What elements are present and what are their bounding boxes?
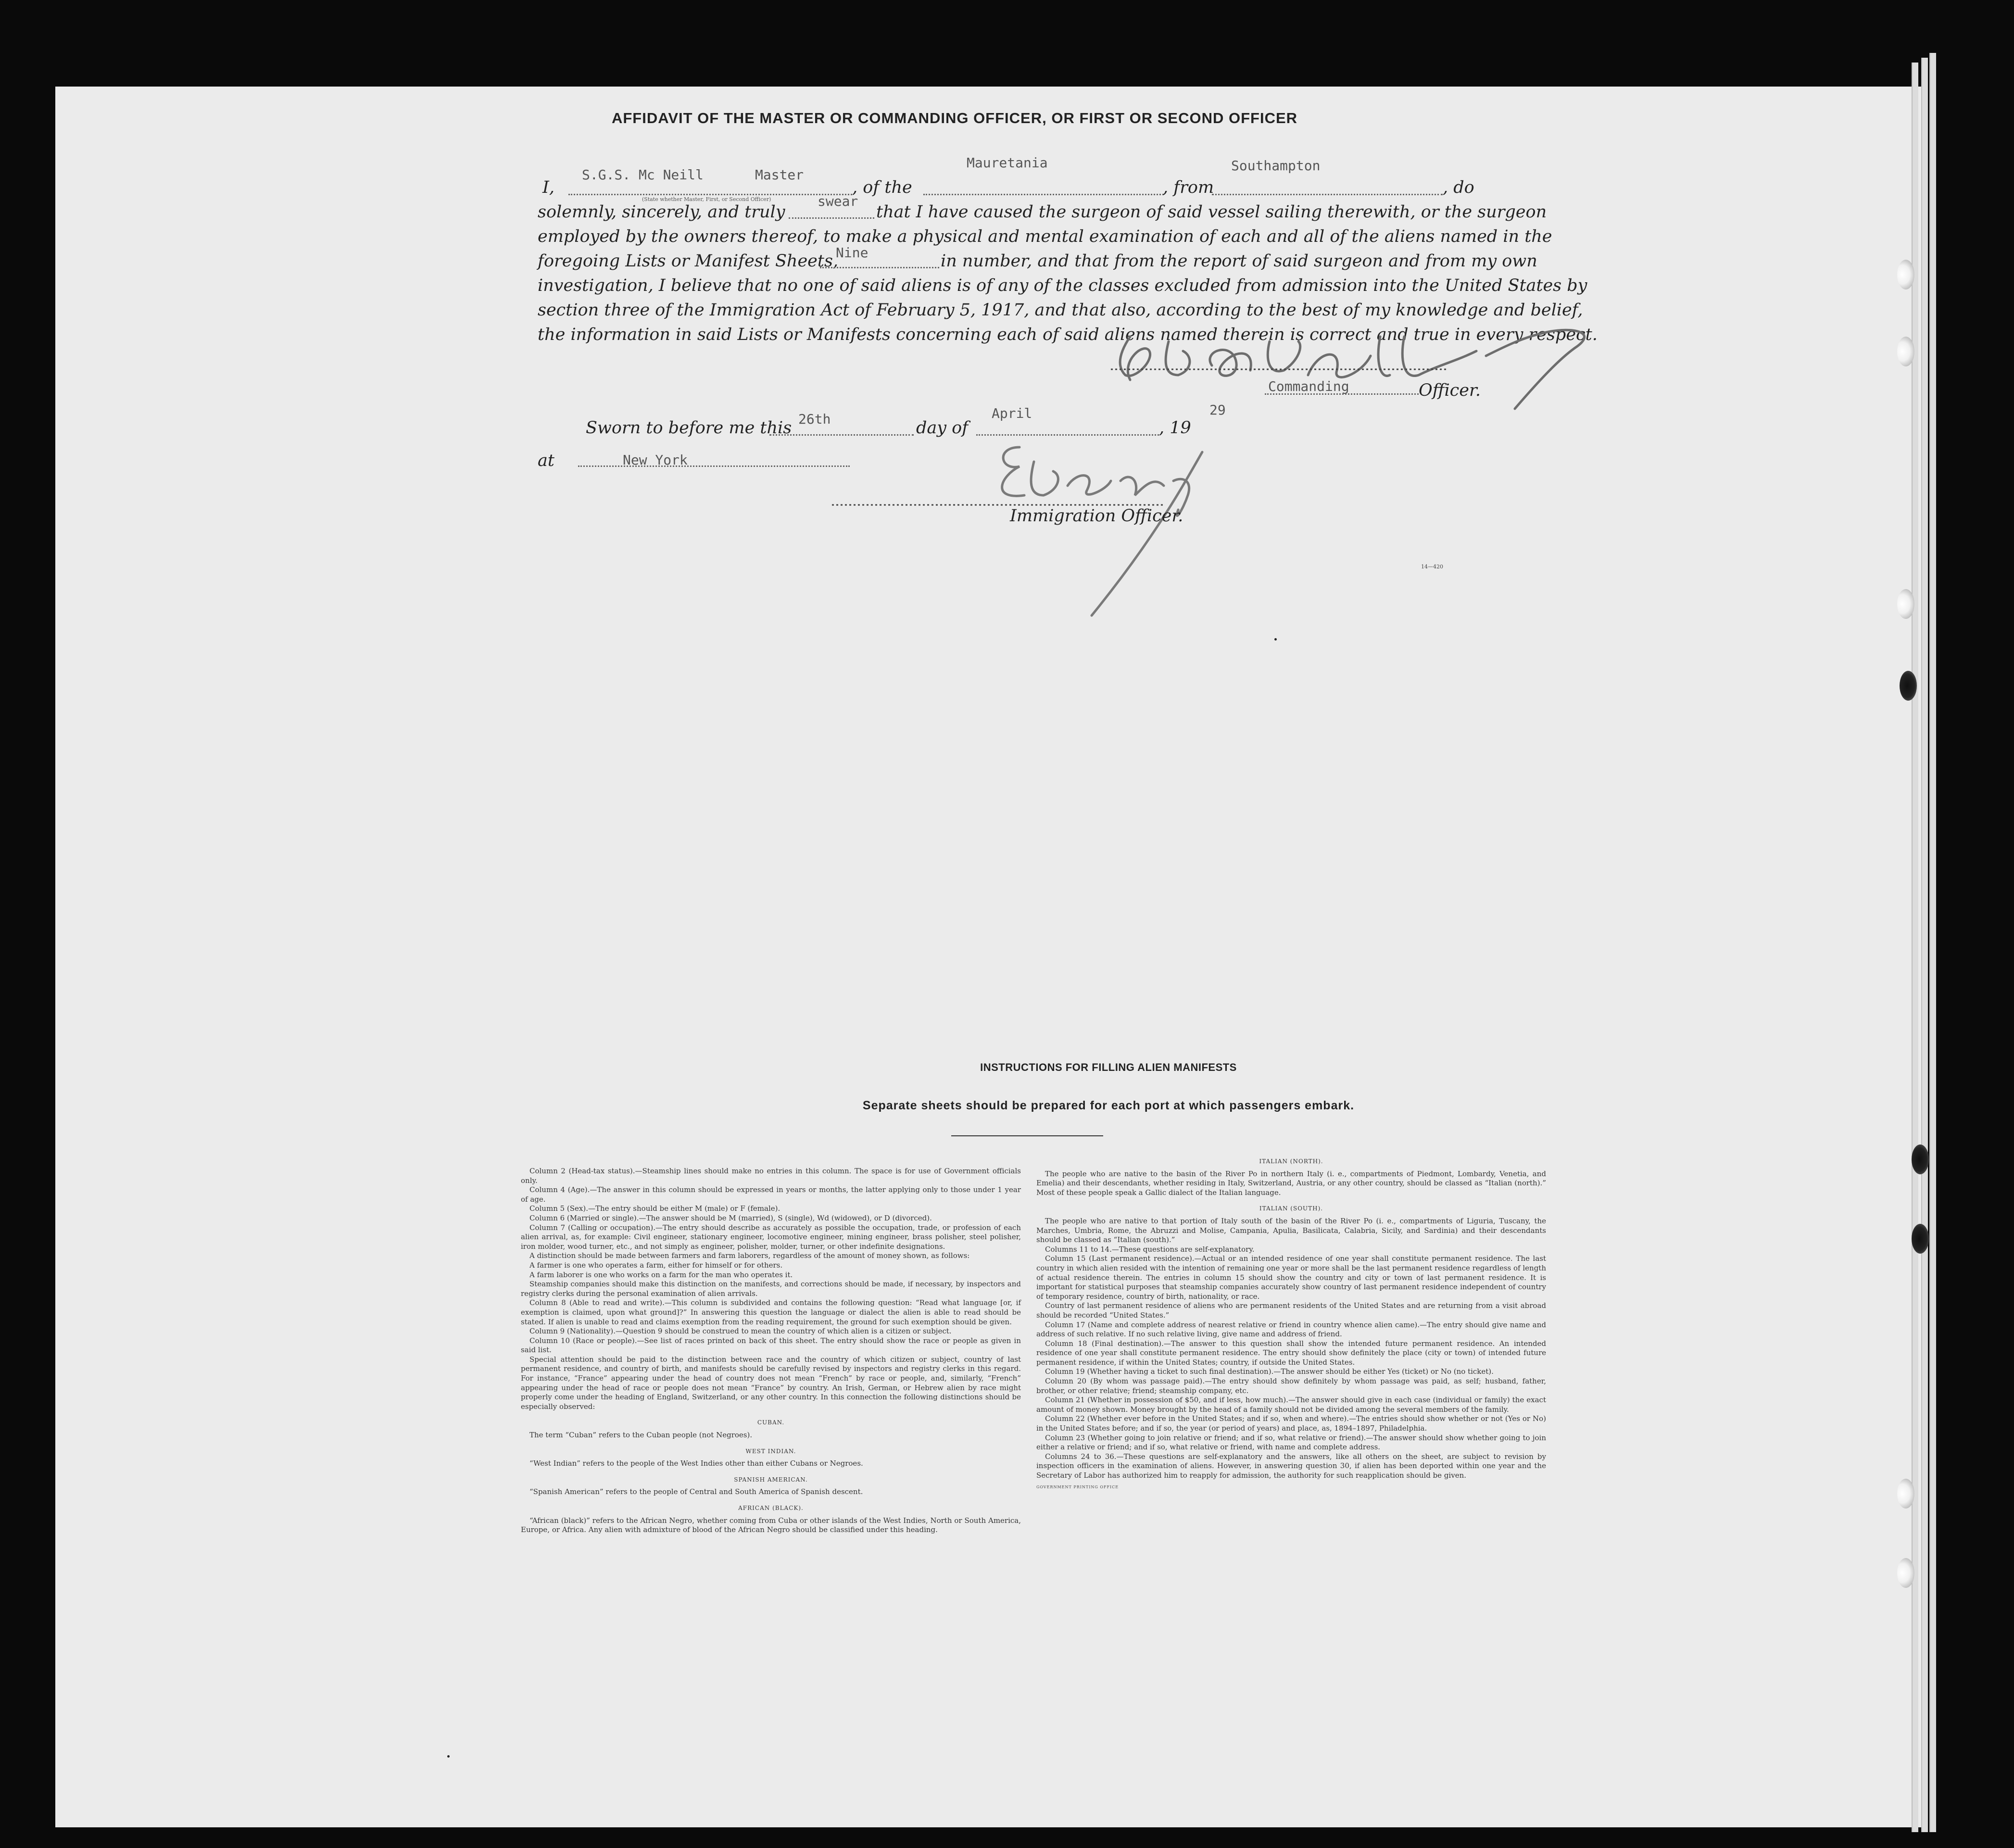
instruction-paragraph: “African (black)” refers to the African Negro, whether coming from Cuba or other islands of the West Indies, North or South America, Europe, or Africa. Any alien with admixture of blood of the African Negro should be classified under this heading. — [521, 1516, 1021, 1534]
race-heading: CUBAN. — [757, 1419, 785, 1426]
form-number: 14—420 — [1421, 564, 1443, 570]
binder-hole — [1897, 337, 1914, 366]
instruction-paragraph: Column 5 (Sex).—The entry should be either M (male) or F (female). — [529, 1204, 780, 1213]
binder-hole — [1900, 671, 1917, 701]
instruction-paragraph: Steamship companies should make this distinction on the manifests, and corrections should be made, if necessary, by inspectors and registry clerks during the personal examination of alien arrivals. — [521, 1280, 1021, 1298]
instruction-paragraph: Country of last permanent residence of aliens who are permanent residents of the United States and are returning from a visit abroad should be recorded “United States.” — [1036, 1301, 1546, 1320]
binder-hole — [1897, 1558, 1914, 1588]
instruction-paragraph: Column 20 (By whom was passage paid).—The entry should show definitely by whom passage was paid, as self; husband, father, brother, or other relative; friend; steamship company, etc. — [1036, 1377, 1546, 1395]
instruction-paragraph: A farmer is one who operates a farm, either for himself or for others. — [529, 1260, 783, 1270]
sheet-count: Nine — [836, 245, 869, 261]
instruction-paragraph: The people who are native to the basin of the River Po in northern Italy (i. e., compartments of Piedmont, Lombardy, Venetia, and Emelia) and their descendants, whether residing in Italy, Switzerland, Austria, or any other country, should be classed as “Italian (north).” Most of these people speak a Gallic dialect of the Italian language. — [1036, 1169, 1546, 1197]
divider-rule — [951, 1135, 1103, 1136]
race-heading: WEST INDIAN. — [745, 1447, 796, 1455]
speck — [1274, 638, 1277, 641]
instruction-paragraph: “West Indian” refers to the people of the West Indies other than either Cubans or Negroes. — [529, 1459, 863, 1468]
affidavit-text: section three of the Immigration Act of February 5, 1917, and that also, according to the best of my knowledge and belief, — [538, 301, 1583, 320]
instructions-left-column — [521, 1167, 1021, 1535]
departure-port: Southampton — [1231, 158, 1321, 174]
sworn-text: day of — [916, 418, 969, 438]
affidavit-text: the information in said Lists or Manifests concerning each of said aliens named therein is correct and true in every respect. — [538, 325, 1598, 344]
binder-hole — [1912, 1144, 1929, 1174]
printer-imprint: GOVERNMENT PRINTING OFFICE — [1036, 1484, 1119, 1489]
instructions-right-column — [1036, 1157, 1546, 1492]
instruction-paragraph: The term “Cuban” refers to the Cuban people (not Negroes). — [529, 1431, 753, 1440]
affidavit-title: AFFIDAVIT OF THE MASTER OR COMMANDING OFFICER, OR FIRST OR SECOND OFFICER — [611, 110, 1298, 126]
affidavit-text: that I have caused the surgeon of said vessel sailing therewith, or the surgeon — [876, 202, 1547, 222]
fill-rule — [1265, 393, 1419, 395]
race-heading: AFRICAN (BLACK). — [738, 1505, 804, 1511]
affidavit-text: , from — [1163, 178, 1214, 197]
fill-rule — [923, 194, 1164, 195]
instruction-paragraph: Column 8 (Able to read and write).—This column is subdivided and contains the following question: “Read what language [or, if exemption is claimed, upon what ground]?” In answering this question the language or dialect the alien is able to read should be stated. If alien is unable to read and claims exemption from the reading requirement, the ground for such exemption should be given. — [521, 1298, 1021, 1326]
affidavit-text: , do — [1443, 178, 1474, 197]
sworn-place: New York — [623, 452, 688, 468]
sworn-month: April — [992, 405, 1032, 421]
fill-rule — [578, 465, 850, 467]
immigration-officer-label: Immigration Officer. — [1010, 506, 1183, 526]
sworn-year: 29 — [1209, 402, 1226, 418]
rank-hint: (State whether Master, First, or Second Officer) — [642, 196, 771, 202]
officer-label: Officer. — [1419, 381, 1481, 400]
fill-rule — [789, 217, 874, 219]
instruction-paragraph: The people who are native to that portion of Italy south of the basin of the River Po (i. e., compartments of Liguria, Tuscany, the Marches, Umbria, Rome, the Abruzzi and Molise, Campania, Apulia, Basilicata, Calabria, Sicily, and Sardinia) and their descendants should be classed as “Italian (south).” — [1036, 1216, 1546, 1245]
affidavit-text: investigation, I believe that no one of said aliens is of any of the classes excluded from admission into the United States by — [538, 276, 1587, 295]
instruction-paragraph: Column 7 (Calling or occupation).—The entry should describe as accurately as possible the occupation, trade, or profession of each alien arrival, as, for example: Civil engineer, stationary engineer, locomotive engineer, mining engineer, brass polisher, steel polisher, iron molder, wood turner, etc., and not simply as engineer, polisher, molder, turner, or other indefinite designations. — [521, 1223, 1021, 1251]
binder-hole — [1912, 1224, 1929, 1254]
instructions-subtitle: Separate sheets should be prepared for each port at which passengers embark. — [862, 1099, 1355, 1112]
fill-rule — [820, 267, 939, 268]
page-edge — [1929, 53, 1936, 1832]
race-heading: SPANISH AMERICAN. — [734, 1476, 808, 1483]
instruction-paragraph: “Spanish American” refers to the people of Central and South America of Spanish descent. — [529, 1487, 863, 1496]
fill-rule — [568, 194, 852, 195]
commanding-label: Commanding — [1268, 378, 1349, 394]
binder-hole — [1897, 1479, 1914, 1509]
sworn-text: , 19 — [1159, 418, 1191, 438]
vessel-name: Mauretania — [967, 155, 1048, 171]
officer-name: S.G.S. Mc Neill — [582, 167, 704, 183]
instruction-paragraph: Column 17 (Name and complete address of nearest relative or friend in country whence alien came).—The entry should give name and address of such relative. If no such relative living, give name and address of friend. — [1036, 1320, 1546, 1339]
page-edge — [1921, 58, 1928, 1832]
binder-hole — [1897, 589, 1914, 619]
affidavit-text: solemnly, sincerely, and truly — [538, 202, 785, 222]
sworn-text: Sworn to before me this — [586, 418, 792, 438]
instruction-paragraph: Column 18 (Final destination).—The answer to this question shall show the intended future permanent residence. An intended residence of one year shall constitute permanent residence. The entry should show definitely the place (city or town) of intended future permanent residence, if within the United States; country, if outside the United States. — [1036, 1339, 1546, 1367]
affidavit-text: in number, and that from the report of said surgeon and from my own — [941, 251, 1537, 271]
instruction-paragraph: Columns 11 to 14.—These questions are self-explanatory. — [1045, 1245, 1255, 1254]
instruction-paragraph: A distinction should be made between farmers and farm laborers, regardless of the amount of money shown, as follows: — [529, 1251, 970, 1260]
affidavit-text: foregoing Lists or Manifest Sheets, — [538, 251, 839, 271]
race-heading: ITALIAN (NORTH). — [1259, 1158, 1323, 1165]
instruction-paragraph: Special attention should be paid to the distinction between race and the country of which citizen or subject, country of last permanent residence, and country of birth, and manifests should be carefully revised by inspectors and registry clerks in this regard. For instance, “France” appearing under the head of country does not mean “French” by race or people, and, similarly, “French” appearing under the head of race or people does not mean “France” by country. An Irish, German, or Hebrew alien by race might properly come under the heading of England, Switzerland, or any other country. In this connection the following distinctions should be especially observed: — [521, 1355, 1021, 1411]
affidavit-text: , of the — [852, 178, 912, 197]
instruction-paragraph: Column 2 (Head-tax status).—Steamship lines should make no entries in this column. The space is for use of Government officials only. — [521, 1167, 1021, 1185]
affidavit-text: employed by the owners thereof, to make a physical and mental examination of each and all of the aliens named in the — [538, 227, 1552, 246]
sworn-day: 26th — [798, 411, 831, 427]
instruction-paragraph: Column 21 (Whether in possession of $50, and if less, how much).—The answer should give in each case (individual or family) the exact amount of money shown. Money brought by the head of a family should not be divided among the several members of the family. — [1036, 1395, 1546, 1414]
race-heading: ITALIAN (SOUTH). — [1259, 1205, 1323, 1212]
instruction-paragraph: Column 15 (Last permanent residence).—Actual or an intended residence of one year shall constitute permanent residence. The last country in which alien resided with the intention of remaining one year or more shall be the last permanent residence regardless of length of actual residence therein. The entries in column 15 should show the country and city or town of last permanent residence. It is important for statistical purposes that steamship companies accurately show country of last permanent residence independent of country of temporary residence, country of birth, nationality, or race. — [1036, 1254, 1546, 1301]
instruction-paragraph: Column 4 (Age).—The answer in this column should be expressed in years or months, the latter applying only to those under 1 year of age. — [521, 1185, 1021, 1204]
instruction-paragraph: Columns 24 to 36.—These questions are self-explanatory and the answers, like all others on the sheet, are subject to revision by inspection officers in the examination of aliens. However, in answering question 30, if alien has been deported within one year and the Secretary of Labor has authorized him to reapply for admission, the authority for such reapplication should be given. — [1036, 1452, 1546, 1480]
instruction-paragraph: Column 22 (Whether ever before in the United States; and if so, when and where).—The entries should show whether or not (Yes or No) in the United States before; and if so, the year (or period of years) and place, as, 1894–1897, Philadelphia. — [1036, 1414, 1546, 1433]
at-label: at — [538, 451, 554, 470]
instruction-paragraph: Column 19 (Whether having a ticket to such final destination).—The answer should be either Yes (ticket) or No (no ticket). — [1045, 1367, 1494, 1376]
instruction-paragraph: Column 6 (Married or single).—The answer should be M (married), S (single), Wd (widowed), or D (divorced). — [529, 1213, 932, 1222]
instruction-paragraph: Column 10 (Race or people).—See list of races printed on back of this sheet. The entry should show the race or people as given in said list. — [521, 1336, 1021, 1355]
instruction-paragraph: A farm laborer is one who works on a farm for the man who operates it. — [529, 1270, 793, 1279]
instruction-paragraph: Column 23 (Whether going to join relative or friend; and if so, what relative or friend).—The answer should show whether going to join either a relative or friend; and if so, what relative or friend, with name and complete address. — [1036, 1433, 1546, 1452]
affidavit-text: I, — [542, 178, 554, 197]
officer-rank: Master — [755, 167, 804, 183]
instructions-title: INSTRUCTIONS FOR FILLING ALIEN MANIFESTS — [980, 1061, 1237, 1073]
instruction-paragraph: Column 9 (Nationality).—Question 9 should be construed to mean the country of which alien is a citizen or subject. — [529, 1327, 952, 1336]
speck — [447, 1755, 450, 1758]
master-signature — [1092, 308, 1669, 418]
binder-hole — [1897, 260, 1914, 289]
oath-word: swear — [818, 193, 858, 209]
fill-rule — [1212, 194, 1443, 195]
